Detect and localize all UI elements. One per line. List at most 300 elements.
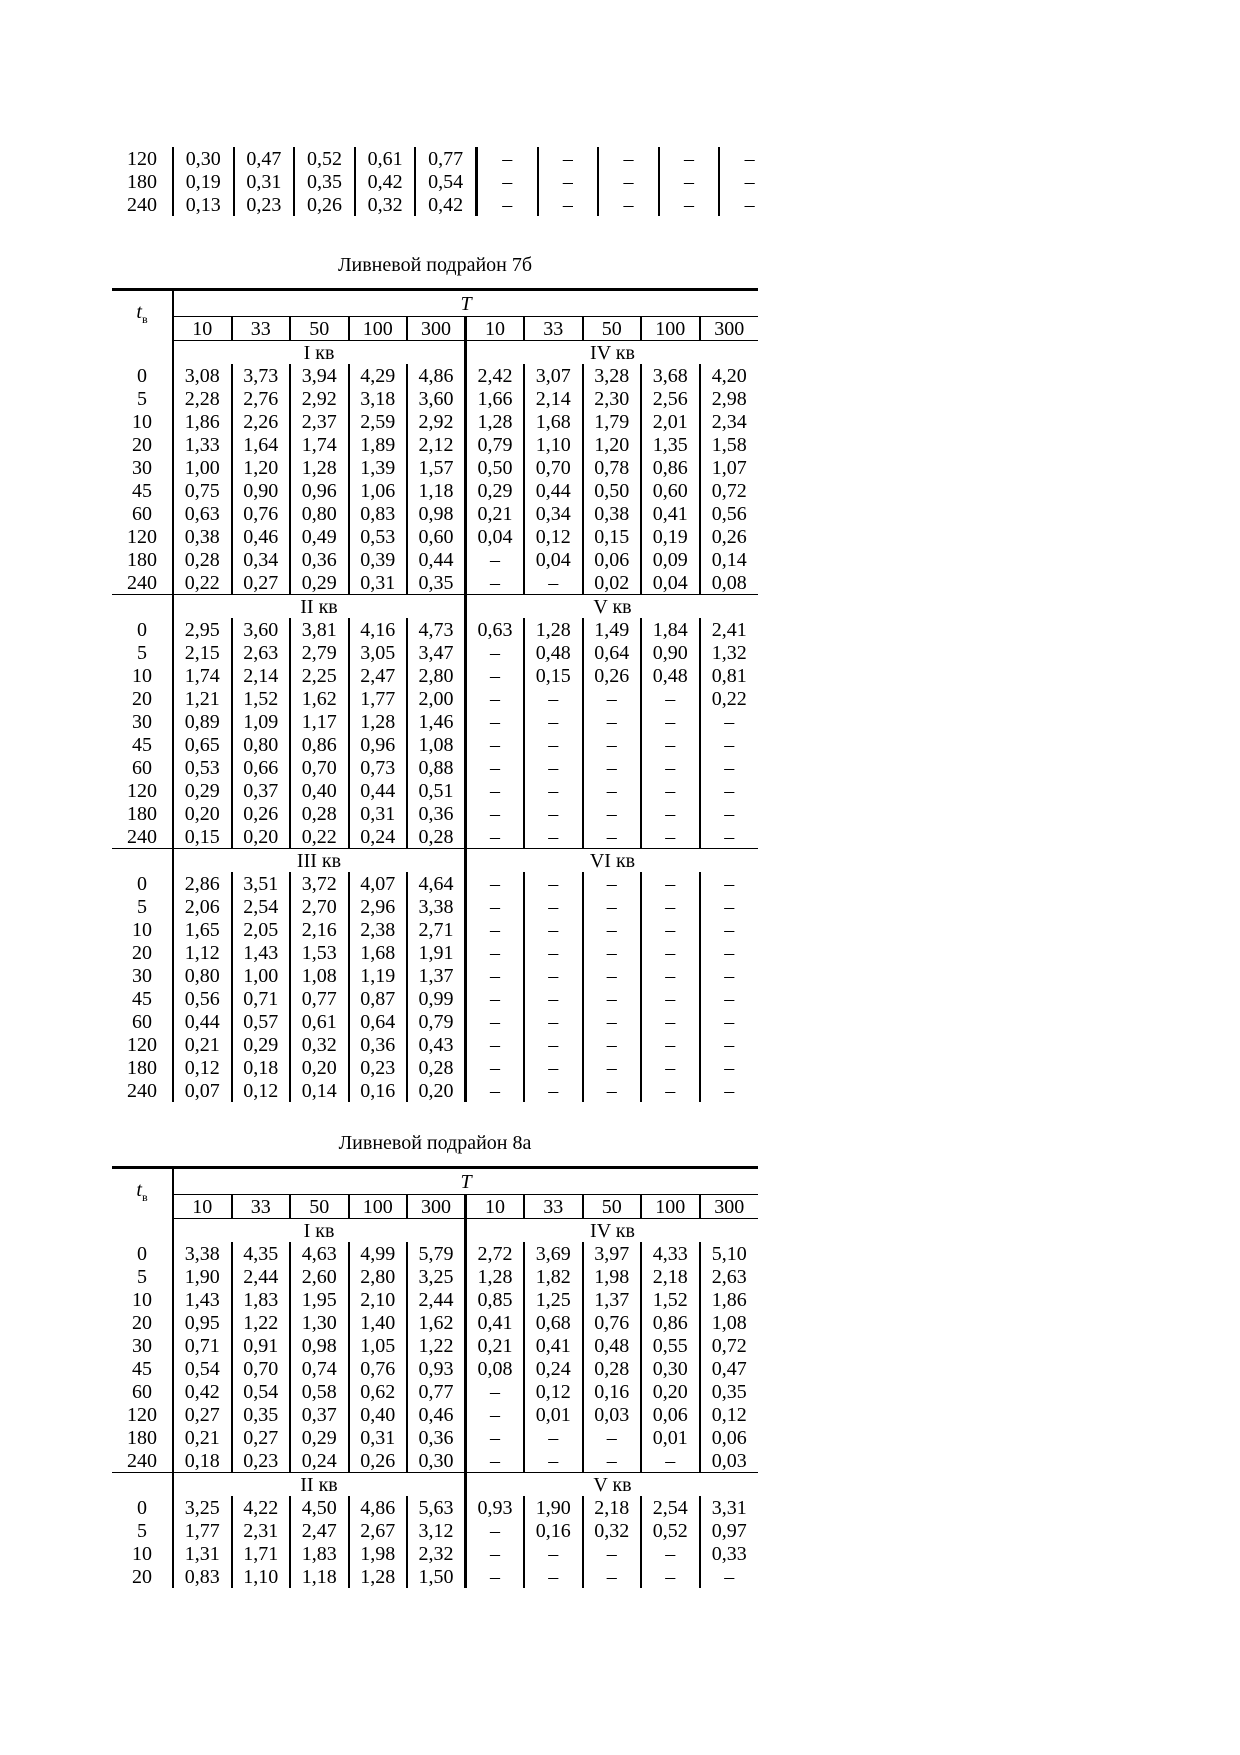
- table-cell: 0,36: [407, 1426, 466, 1449]
- table-row: [112, 779, 758, 802]
- table-cell: 1,28: [466, 410, 525, 433]
- table-cell: 0,27: [173, 1403, 232, 1426]
- table-cell: 2,95: [173, 618, 232, 641]
- table-row: [112, 710, 758, 733]
- table-cell: 3,31: [700, 1496, 759, 1519]
- table-cell: –: [524, 1079, 583, 1102]
- table-cell: 3,94: [290, 364, 349, 387]
- table-cell: 2,63: [700, 1265, 759, 1288]
- table-cell: 3,08: [173, 364, 232, 387]
- table-cell: 0,71: [173, 1334, 232, 1357]
- table-cell: 0,53: [173, 756, 232, 779]
- table-cell: 0,07: [173, 1079, 232, 1102]
- table-row: [112, 1496, 758, 1519]
- table-row: [112, 364, 758, 387]
- table-row: [112, 571, 758, 595]
- table-cell: 0,03: [583, 1403, 642, 1426]
- table-cell: 0,12: [700, 1403, 759, 1426]
- row-duration: 10: [132, 918, 152, 941]
- table-continuation-fragment: [112, 147, 779, 216]
- table-cell: –: [524, 710, 583, 733]
- table-cell: 0,36: [349, 1033, 408, 1056]
- table-cell: 0,31: [349, 1426, 408, 1449]
- table-cell: 0,62: [349, 1380, 408, 1403]
- table-cell: 0,12: [173, 1056, 232, 1079]
- table-cell: 0,65: [173, 733, 232, 756]
- table-cell: 1,18: [290, 1565, 349, 1588]
- table-cell: 1,98: [583, 1265, 642, 1288]
- table-cell: –: [524, 687, 583, 710]
- table-row: [112, 872, 758, 895]
- table-cell: 0,72: [700, 1334, 759, 1357]
- table-cell: –: [641, 895, 700, 918]
- table-cell: 0,29: [466, 479, 525, 502]
- table-cell: 0,12: [524, 525, 583, 548]
- table-cell: –: [641, 1010, 700, 1033]
- table-cell: 0,61: [355, 147, 416, 170]
- table-title-8a: Ливневой подрайон 8а: [338, 1132, 532, 1154]
- table-cell: –: [466, 825, 525, 849]
- table-cell: 0,85: [466, 1288, 525, 1311]
- table-row: [112, 1033, 758, 1056]
- table-cell: –: [524, 756, 583, 779]
- table-cell: –: [466, 1449, 525, 1473]
- row-duration: 240: [127, 571, 157, 594]
- table-cell: 1,08: [407, 733, 466, 756]
- table-cell: 1,62: [290, 687, 349, 710]
- table-row: [112, 687, 758, 710]
- table-cell: 0,76: [232, 502, 291, 525]
- table-cell: 0,81: [700, 664, 759, 687]
- row-duration: 120: [127, 1033, 157, 1056]
- table-cell: 1,49: [583, 618, 642, 641]
- table-cell: 0,86: [641, 1311, 700, 1334]
- table-cell: 3,05: [349, 641, 408, 664]
- table-cell: 0,48: [524, 641, 583, 664]
- table-cell: 0,06: [641, 1403, 700, 1426]
- table-row: [112, 825, 758, 849]
- row-duration: 0: [137, 618, 147, 641]
- table-cell: 0,36: [290, 548, 349, 571]
- table-cell: 0,98: [290, 1334, 349, 1357]
- table-cell: –: [466, 779, 525, 802]
- table-cell: 1,83: [232, 1288, 291, 1311]
- table-cell: 1,33: [173, 433, 232, 456]
- table-cell: 0,20: [232, 825, 291, 849]
- row-duration: 180: [127, 802, 157, 825]
- header-row: [112, 290, 758, 317]
- section-header-row: [112, 595, 758, 619]
- period-header: 33: [524, 1195, 583, 1219]
- table-cell: 0,64: [583, 641, 642, 664]
- table-cell: –: [700, 895, 759, 918]
- table-cell: 0,28: [407, 1056, 466, 1079]
- table-cell: 1,74: [290, 433, 349, 456]
- table-cell: 1,62: [407, 1311, 466, 1334]
- table-cell: –: [641, 687, 700, 710]
- table-cell: 2,80: [349, 1265, 408, 1288]
- table-cell: 0,01: [641, 1426, 700, 1449]
- table-cell: 0,90: [641, 641, 700, 664]
- table-cell: 0,32: [290, 1033, 349, 1056]
- table-cell: 3,12: [407, 1519, 466, 1542]
- table-cell: 0,60: [641, 479, 700, 502]
- table-cell: 0,31: [349, 571, 408, 595]
- table-cell: 0,36: [407, 802, 466, 825]
- table-cell: 2,60: [290, 1265, 349, 1288]
- table-cell: 1,30: [290, 1311, 349, 1334]
- table-cell: 0,49: [290, 525, 349, 548]
- table-cell: 1,28: [290, 456, 349, 479]
- table-cell: –: [719, 193, 779, 216]
- table-cell: 1,86: [173, 410, 232, 433]
- table-cell: –: [719, 170, 779, 193]
- table-row: [112, 1542, 758, 1565]
- table-cell: 2,00: [407, 687, 466, 710]
- table-cell: 0,31: [234, 170, 295, 193]
- row-duration: 30: [132, 1334, 152, 1357]
- table-cell: 0,39: [349, 548, 408, 571]
- section-spacer: [112, 341, 173, 365]
- table-cell: –: [524, 1426, 583, 1449]
- table-cell: –: [583, 733, 642, 756]
- table-cell: 0,90: [232, 479, 291, 502]
- table-cell: 0,44: [349, 779, 408, 802]
- row-duration: 5: [137, 895, 147, 918]
- table-cell: 0,35: [294, 170, 355, 193]
- table-cell: 0,71: [232, 987, 291, 1010]
- period-header: 100: [349, 1195, 408, 1219]
- row-duration: 180: [127, 1426, 157, 1449]
- table-cell: 4,63: [290, 1242, 349, 1265]
- table-cell: –: [700, 756, 759, 779]
- table-cell: 0,76: [349, 1357, 408, 1380]
- table-cell: 1,57: [407, 456, 466, 479]
- table-cell: 1,09: [232, 710, 291, 733]
- section-spacer: [112, 1473, 173, 1497]
- table-cell: 4,20: [700, 364, 759, 387]
- table-cell: –: [466, 1079, 525, 1102]
- table-cell: –: [700, 1033, 759, 1056]
- table-cell: 1,05: [349, 1334, 408, 1357]
- table-cell: –: [583, 987, 642, 1010]
- table-cell: –: [700, 987, 759, 1010]
- table-cell: 0,16: [583, 1380, 642, 1403]
- table-cell: 2,56: [641, 387, 700, 410]
- row-duration: 30: [132, 710, 152, 733]
- table-row: [112, 193, 779, 216]
- table-cell: –: [583, 1426, 642, 1449]
- period-header: 50: [290, 317, 349, 341]
- table-cell: 0,13: [173, 193, 234, 216]
- row-duration: 180: [127, 548, 157, 571]
- table-row: [112, 410, 758, 433]
- table-cell: 0,30: [641, 1357, 700, 1380]
- table-cell: 1,52: [232, 687, 291, 710]
- table-cell: 0,86: [641, 456, 700, 479]
- table-row: [112, 1357, 758, 1380]
- table-cell: 1,08: [700, 1311, 759, 1334]
- table-cell: 0,27: [232, 571, 291, 595]
- row-duration: 20: [132, 687, 152, 710]
- table-cell: 1,52: [641, 1288, 700, 1311]
- table-row: [112, 525, 758, 548]
- table-cell: –: [466, 548, 525, 571]
- table-cell: 0,34: [524, 502, 583, 525]
- table-cell: 0,21: [173, 1426, 232, 1449]
- table-cell: 0,04: [466, 525, 525, 548]
- table-cell: 0,48: [641, 664, 700, 687]
- row-duration: 60: [132, 502, 152, 525]
- table-row: [112, 756, 758, 779]
- table-cell: 2,92: [290, 387, 349, 410]
- table-cell: –: [476, 193, 537, 216]
- table-cell: 1,28: [349, 1565, 408, 1588]
- table-cell: 2,10: [349, 1288, 408, 1311]
- table-row: [112, 147, 779, 170]
- header-row: [112, 1168, 758, 1195]
- table-cell: 0,83: [349, 502, 408, 525]
- table-cell: 0,66: [232, 756, 291, 779]
- table-cell: 0,28: [173, 548, 232, 571]
- table-cell: –: [538, 193, 599, 216]
- table-cell: 1,83: [290, 1542, 349, 1565]
- table-cell: 0,54: [415, 170, 476, 193]
- table-cell: 0,55: [641, 1334, 700, 1357]
- period-header: 300: [407, 317, 466, 341]
- table-cell: 2,15: [173, 641, 232, 664]
- section-label-left: II кв: [173, 595, 466, 619]
- table-cell: 3,68: [641, 364, 700, 387]
- table-cell: 4,22: [232, 1496, 291, 1519]
- table-cell: 0,43: [407, 1033, 466, 1056]
- table-cell: –: [583, 1079, 642, 1102]
- table-row: [112, 456, 758, 479]
- table-cell: 0,42: [415, 193, 476, 216]
- table-row: [112, 1242, 758, 1265]
- table-cell: 0,80: [290, 502, 349, 525]
- section-label-right: VI кв: [466, 849, 759, 873]
- table-cell: 2,30: [583, 387, 642, 410]
- table-cell: 0,60: [407, 525, 466, 548]
- table-cell: –: [524, 941, 583, 964]
- table-cell: 0,27: [232, 1426, 291, 1449]
- table-cell: 0,34: [232, 548, 291, 571]
- table-cell: 0,35: [232, 1403, 291, 1426]
- table-cell: 0,61: [290, 1010, 349, 1033]
- table-row: [112, 1056, 758, 1079]
- table-cell: 1,37: [407, 964, 466, 987]
- table-cell: 4,16: [349, 618, 408, 641]
- table-cell: –: [524, 825, 583, 849]
- table-cell: 1,10: [232, 1565, 291, 1588]
- table-cell: 2,47: [290, 1519, 349, 1542]
- table-cell: 2,28: [173, 387, 232, 410]
- table-row: [112, 433, 758, 456]
- table-cell: –: [641, 1449, 700, 1473]
- table-cell: 0,24: [524, 1357, 583, 1380]
- table-cell: 0,09: [641, 548, 700, 571]
- table-row: [112, 502, 758, 525]
- table-cell: 0,26: [232, 802, 291, 825]
- table-cell: 2,79: [290, 641, 349, 664]
- row-duration: 45: [132, 1357, 152, 1380]
- section-header-row: [112, 849, 758, 873]
- table-cell: 2,05: [232, 918, 291, 941]
- table-cell: 3,47: [407, 641, 466, 664]
- table-cell: 1,20: [232, 456, 291, 479]
- table-cell: –: [583, 872, 642, 895]
- table-cell: –: [466, 918, 525, 941]
- table-row: [112, 1426, 758, 1449]
- row-duration: 20: [132, 941, 152, 964]
- table-cell: 0,86: [290, 733, 349, 756]
- table-cell: 4,50: [290, 1496, 349, 1519]
- table-cell: 2,12: [407, 433, 466, 456]
- period-header: 300: [700, 317, 759, 341]
- row-duration: 180: [127, 170, 157, 193]
- table-cell: 2,14: [232, 664, 291, 687]
- table-cell: 4,86: [349, 1496, 408, 1519]
- table-cell: 1,20: [583, 433, 642, 456]
- table-cell: 0,44: [524, 479, 583, 502]
- table-cell: –: [700, 964, 759, 987]
- table-cell: 0,88: [407, 756, 466, 779]
- table-cell: –: [583, 825, 642, 849]
- table-cell: –: [466, 1542, 525, 1565]
- table-cell: 3,25: [173, 1496, 232, 1519]
- table-cell: 0,15: [583, 525, 642, 548]
- row-duration: 0: [137, 364, 147, 387]
- section-label-left: III кв: [173, 849, 466, 873]
- table-cell: –: [524, 872, 583, 895]
- table-cell: –: [466, 1380, 525, 1403]
- table-cell: 3,72: [290, 872, 349, 895]
- table-cell: 0,20: [290, 1056, 349, 1079]
- table-cell: –: [466, 1519, 525, 1542]
- table-cell: 0,22: [700, 687, 759, 710]
- table-cell: 1,77: [349, 687, 408, 710]
- row-duration: 10: [132, 1542, 152, 1565]
- table-cell: 0,14: [700, 548, 759, 571]
- row-duration: 120: [127, 525, 157, 548]
- table-cell: 0,21: [466, 1334, 525, 1357]
- table-cell: –: [700, 733, 759, 756]
- table-cell: 2,54: [232, 895, 291, 918]
- table-cell: 1,50: [407, 1565, 466, 1588]
- table-cell: 0,31: [349, 802, 408, 825]
- table-row: [112, 1380, 758, 1403]
- table-cell: –: [466, 641, 525, 664]
- table-cell: 4,86: [407, 364, 466, 387]
- table-cell: 0,18: [173, 1449, 232, 1473]
- table-cell: 1,22: [232, 1311, 291, 1334]
- table-cell: 0,97: [700, 1519, 759, 1542]
- table-cell: 0,79: [407, 1010, 466, 1033]
- section-spacer: [112, 849, 173, 873]
- table-cell: –: [700, 941, 759, 964]
- table-cell: –: [700, 1010, 759, 1033]
- table-cell: 2,18: [641, 1265, 700, 1288]
- table-cell: 0,58: [290, 1380, 349, 1403]
- table-cell: –: [524, 571, 583, 595]
- table-cell: 0,22: [173, 571, 232, 595]
- table-cell: 0,29: [290, 1426, 349, 1449]
- table-cell: –: [583, 964, 642, 987]
- row-duration: 60: [132, 1380, 152, 1403]
- table-cell: 0,23: [232, 1449, 291, 1473]
- table-cell: 0,56: [700, 502, 759, 525]
- table-cell: 0,96: [290, 479, 349, 502]
- table-cell: 1,58: [700, 433, 759, 456]
- table-cell: 0,70: [232, 1357, 291, 1380]
- table-cell: 0,20: [407, 1079, 466, 1102]
- table-cell: 0,77: [290, 987, 349, 1010]
- table-row: [112, 479, 758, 502]
- table-cell: –: [583, 1449, 642, 1473]
- table-cell: 0,29: [290, 571, 349, 595]
- table-cell: 2,42: [466, 364, 525, 387]
- table-row: [112, 1334, 758, 1357]
- table-row: [112, 1079, 758, 1102]
- table-cell: 0,70: [290, 756, 349, 779]
- table-cell: 0,52: [641, 1519, 700, 1542]
- table-cell: 3,60: [407, 387, 466, 410]
- table-cell: 0,28: [583, 1357, 642, 1380]
- table-cell: –: [466, 987, 525, 1010]
- table-cell: 0,04: [641, 571, 700, 595]
- table-cell: –: [524, 895, 583, 918]
- period-header: 33: [232, 317, 291, 341]
- table-cell: 2,59: [349, 410, 408, 433]
- table-cell: 0,41: [466, 1311, 525, 1334]
- table-cell: 0,74: [290, 1357, 349, 1380]
- table-cell: 0,72: [700, 479, 759, 502]
- period-header: 10: [173, 1195, 232, 1219]
- column-group-header: T: [173, 1168, 758, 1195]
- row-header-subscript: в: [141, 1190, 148, 1205]
- row-duration: 20: [132, 1311, 152, 1334]
- table-cell: –: [598, 147, 659, 170]
- table-row: [112, 964, 758, 987]
- table-cell: 1,28: [524, 618, 583, 641]
- table-cell: 4,64: [407, 872, 466, 895]
- table-cell: –: [641, 964, 700, 987]
- table-cell: 2,72: [466, 1242, 525, 1265]
- period-header: 300: [700, 1195, 759, 1219]
- table-cell: –: [538, 147, 599, 170]
- table-cell: 0,41: [641, 502, 700, 525]
- table-cell: 4,07: [349, 872, 408, 895]
- table-cell: 0,08: [700, 571, 759, 595]
- table-cell: –: [641, 987, 700, 1010]
- table-cell: 0,32: [355, 193, 416, 216]
- table-row: [112, 548, 758, 571]
- table-cell: 2,71: [407, 918, 466, 941]
- table-cell: 3,18: [349, 387, 408, 410]
- table-cell: 0,76: [583, 1311, 642, 1334]
- table-cell: 0,47: [234, 147, 295, 170]
- table-cell: 1,95: [290, 1288, 349, 1311]
- table-cell: 0,20: [173, 802, 232, 825]
- table-cell: 2,92: [407, 410, 466, 433]
- table-cell: 2,70: [290, 895, 349, 918]
- table-row: [112, 1449, 758, 1473]
- table-cell: 0,46: [407, 1403, 466, 1426]
- table-cell: –: [524, 987, 583, 1010]
- row-duration: 180: [127, 1056, 157, 1079]
- table-cell: 0,06: [583, 548, 642, 571]
